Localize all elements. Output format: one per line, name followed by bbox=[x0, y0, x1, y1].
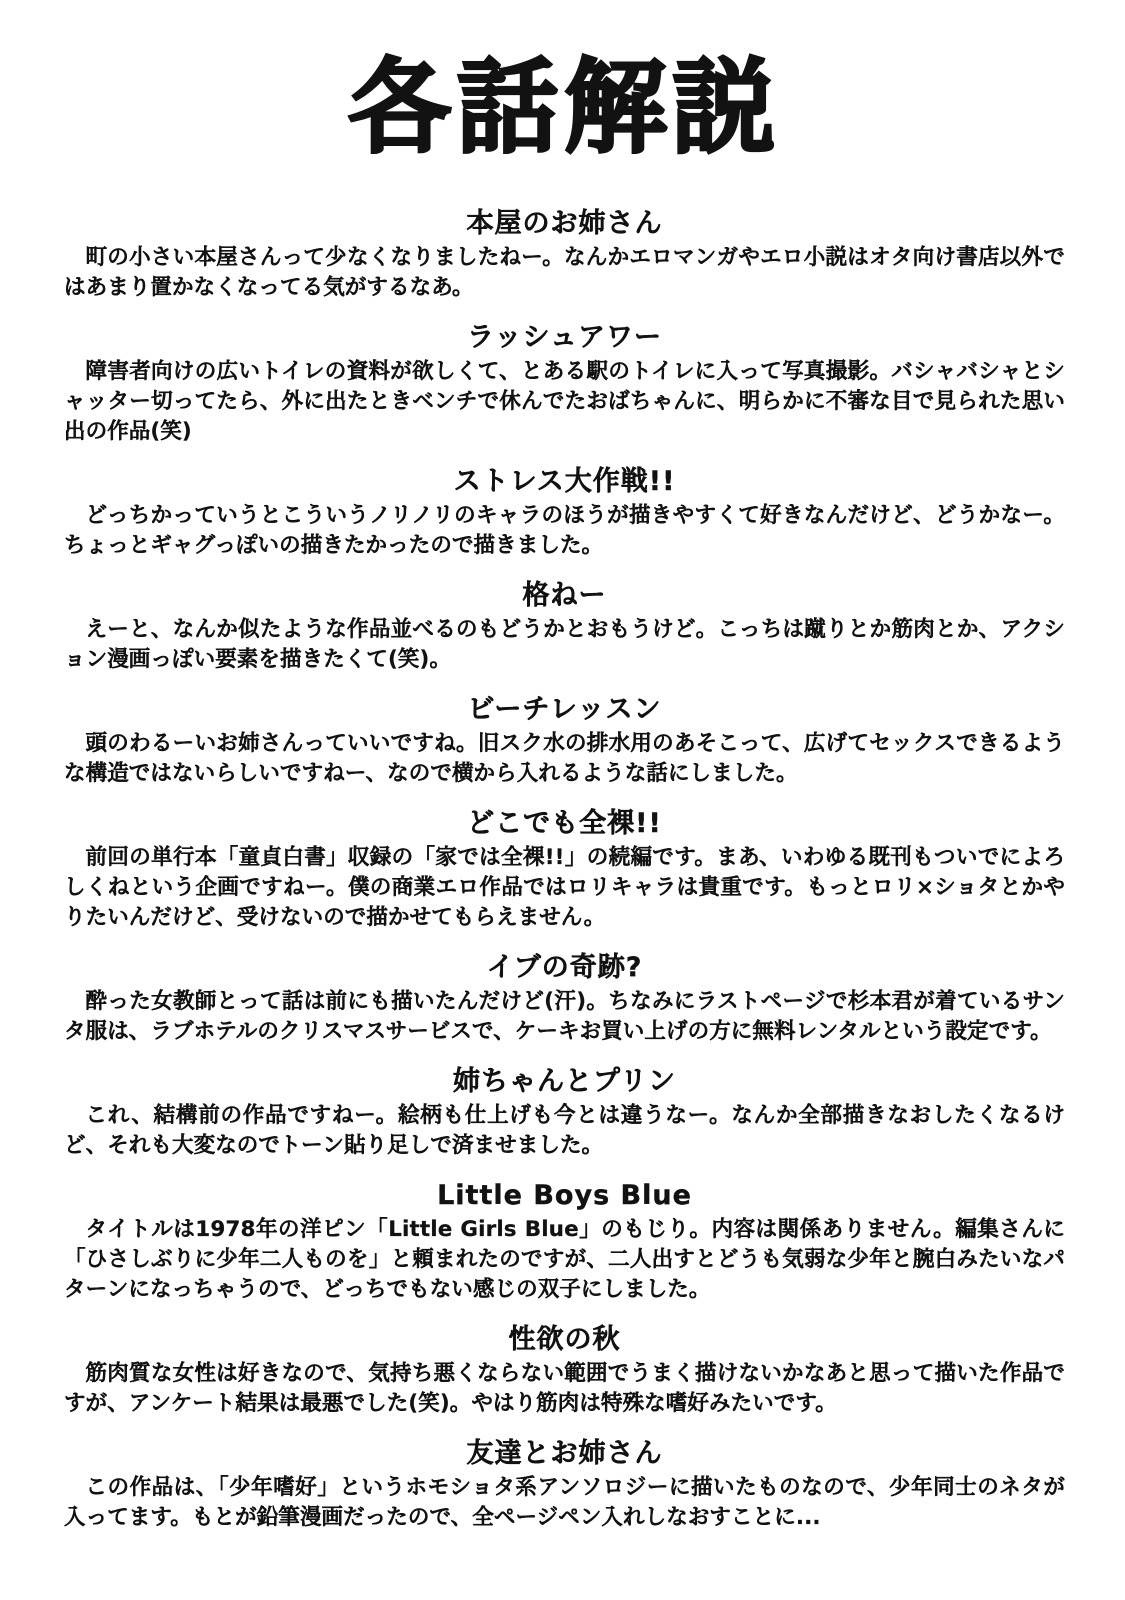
section-body-text: 障害者向けの広いトイレの資料が欲しくて、とある駅のトイレに入って写真撮影。バシャバシャとシャッター切ってたら、外に出たときベンチで休んでたおばちゃんに、明らかに不審な目で見られた思い出の作品(笑) bbox=[64, 359, 1065, 444]
section-body-text: 前回の単行本「童貞白書」収録の「家では全裸!!」の続編です。まあ、いわゆる既刊もついでによろしくねという企画ですねー。僕の商業エロ作品ではロリキャラは貴重です。もっとロリ×ショタとかやりたいんだけど、受けないので描かせてもらえません。 bbox=[64, 845, 1065, 930]
commentary-section bbox=[64, 322, 1065, 447]
section-heading: ビーチレッスン bbox=[467, 694, 662, 725]
section-body-text: 酔った女教師とって話は前にも描いたんだけど(汗)。ちなみにラストページで杉本君が着ているサンタ服は、ラブホテルのクリスマスサービスで、ケーキお買い上げの方に無料レンタルという設定です。 bbox=[64, 989, 1065, 1044]
section-body-text: えーと、なんか似たような作品並べるのもどうかとおもうけど。こっちは蹴りとか筋肉とか、アクション漫画っぽい要素を描きたくて(笑)。 bbox=[64, 617, 1065, 672]
commentary-section bbox=[64, 466, 1065, 561]
section-body-text: どっちかっていうとこういうノリノリのキャラのほうが描きやすくて好きなんだけど、どうかなー。ちょっとギャグっぽいの描きたかったので描きました。 bbox=[64, 503, 1065, 558]
section-heading: Little Boys Blue bbox=[437, 1180, 692, 1211]
sections bbox=[64, 208, 1065, 1533]
section-heading: ストレス大作戦!! bbox=[453, 466, 676, 497]
section-body-text: これ、結構前の作品ですねー。絵柄も仕上げも今とは違うなー。なんか全部描きなおしたくなるけど、それも大変なのでトーン貼り足しで済ませました。 bbox=[64, 1103, 1065, 1158]
commentary-section bbox=[64, 208, 1065, 303]
section-heading: 格ねー bbox=[522, 580, 607, 611]
section-body-text: 町の小さい本屋さんって少なくなりましたねー。なんかエロマンガやエロ小説はオタ向け書店以外ではあまり置かなくなってる気がするなあ。 bbox=[64, 245, 1065, 300]
section-heading: ラッシュアワー bbox=[467, 322, 662, 353]
commentary-section bbox=[64, 1324, 1065, 1419]
commentary-section bbox=[64, 580, 1065, 675]
section-body-text: この作品は、「少年嗜好」というホモショタ系アンソロジーに描いたものなので、少年同士のネタが入ってます。もとが鉛筆漫画だったので、全ページペン入れしなおすことに... bbox=[64, 1475, 1065, 1530]
commentary-section bbox=[64, 1438, 1065, 1533]
commentary-section bbox=[64, 1066, 1065, 1161]
section-heading: 姉ちゃんとプリン bbox=[453, 1066, 676, 1097]
section-heading: 性欲の秋 bbox=[508, 1324, 621, 1355]
section-body-text: 頭のわるーいお姉さんっていいですね。旧スク水の排水用のあそこって、広げてセックスできるような構造ではないらしいですねー、なので横から入れるような話にしました。 bbox=[64, 731, 1065, 786]
section-heading: 友達とお姉さん bbox=[466, 1438, 663, 1469]
section-heading: どこでも全裸!! bbox=[467, 808, 662, 839]
section-body-text: タイトルは1978年の洋ピン「Little Girls Blue」のもじり。内容は関係ありません。編集さんに「ひさしぶりに少年二人ものを」と頼まれたのですが、二人出すとどうも気弱な少年と腕白みたいなパターンになっちゃうので、どっちでもない感じの双子にしました。 bbox=[64, 1217, 1065, 1302]
commentary-section bbox=[64, 952, 1065, 1047]
page-title: 各話解説 bbox=[348, 49, 781, 168]
commentary-section bbox=[64, 1180, 1065, 1305]
section-heading: イブの奇跡? bbox=[486, 952, 643, 983]
commentary-section bbox=[64, 694, 1065, 789]
section-heading: 本屋のお姉さん bbox=[466, 208, 663, 239]
commentary-section bbox=[64, 808, 1065, 933]
section-body-text: 筋肉質な女性は好きなので、気持ち悪くならない範囲でうまく描けないかなあと思って描いた作品ですが、アンケート結果は最悪でした(笑)。やはり筋肉は特殊な嗜好みたいです。 bbox=[64, 1361, 1065, 1416]
